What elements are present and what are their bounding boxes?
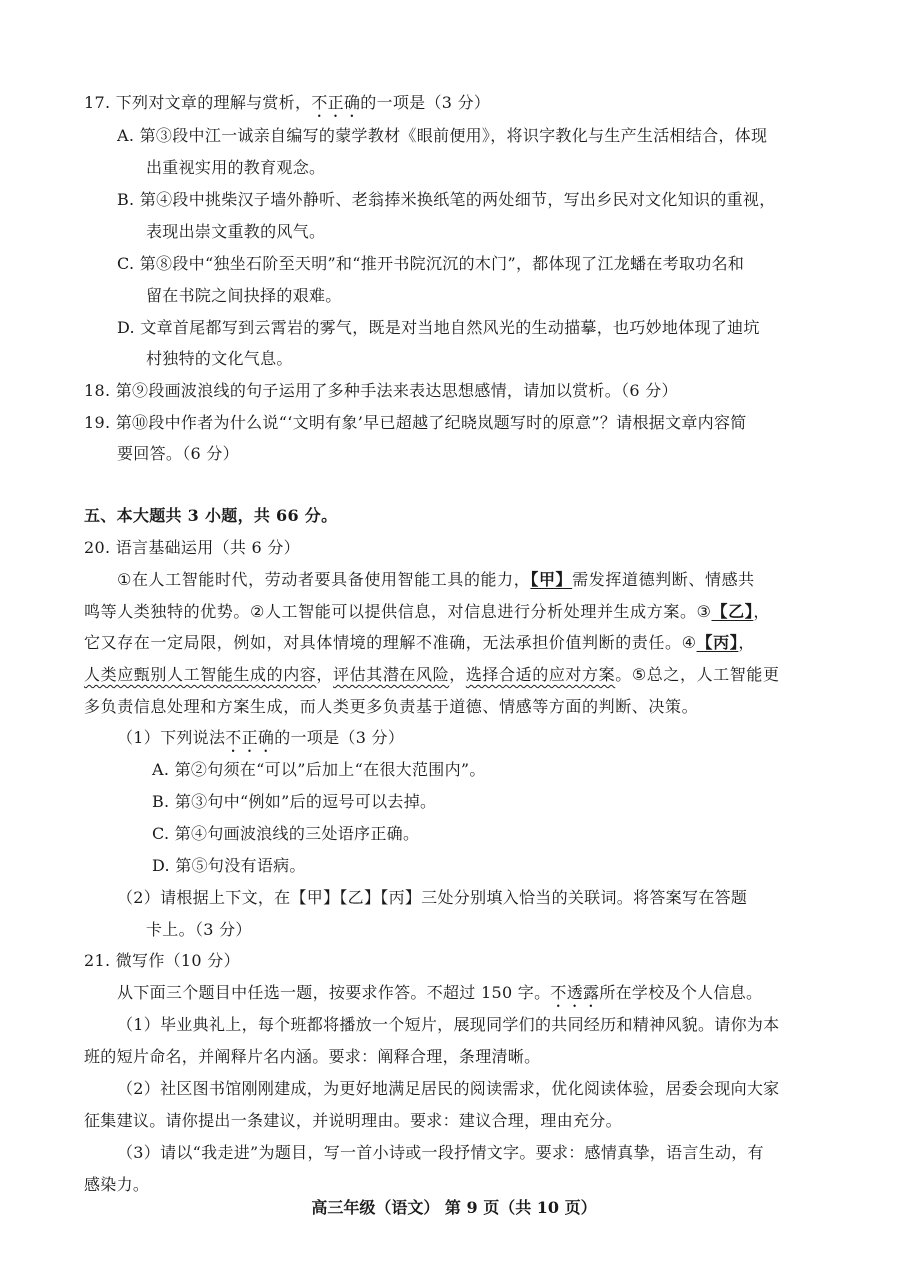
q20-passage-line5: 多负责信息处理和方案生成，而人类更多负责基于道德、情感等方面的判断、决策。 <box>84 697 699 716</box>
page-footer: 高三年级（语文） 第 9 页（共 10 页） <box>311 1198 597 1217</box>
q20-option-b: B. 第③句中“例如”后的逗号可以去掉。 <box>152 792 437 811</box>
q17-stem: 17. 下列对文章的理解与赏析，不正确的一项是（3 分） <box>84 93 491 112</box>
blank-bing: 【丙】 <box>696 633 739 652</box>
section-heading: 五、本大题共 3 小题，共 66 分。 <box>84 506 338 525</box>
wavy-phrase-2: 评估其潜在风险 <box>333 665 450 684</box>
q19-line2: 要回答。（6 分） <box>117 444 239 463</box>
q20-option-a: A. 第②句须在“可以”后加上“在很大范围内”。 <box>152 760 486 779</box>
q17-option-b-line2: 表现出崇文重教的风气。 <box>146 222 326 241</box>
q20-sub1-stem: （1）下列说法不正确的一项是（3 分） <box>117 728 405 747</box>
q17-option-d-line2: 村独特的文化气息。 <box>146 349 293 368</box>
q21-topic1-line2: 班的短片命名，并阐释片名内涵。要求：阐释合理，条理清晰。 <box>84 1047 541 1066</box>
q17-option-c-line1: C. 第⑧段中“独坐石阶至天明”和“推开书院沉沉的木门”，都体现了江龙蟠在考取功名和 <box>117 254 745 273</box>
q19-line1: 19. 第⑩段中作者为什么说“‘文明有象’早已超越了纪晓岚题写时的原意”？请根据文章内容简 <box>84 413 747 432</box>
q17-option-a-line1: A. 第③段中江一诚亲自编写的蒙学教材《眼前便用》，将识字教化与生产生活相结合，体现 <box>117 126 768 145</box>
q17-option-d-line1: D. 文章首尾都写到云霄岩的雾气，既是对当地自然风光的生动描摹，也巧妙地体现了迪坑 <box>117 318 760 337</box>
emphasis-dots: 不透露 <box>550 983 600 1002</box>
q20-passage-line3: 它又存在一定局限，例如，对具体情境的理解不准确，无法承担价值判断的责任。④【丙】， <box>84 633 755 652</box>
emphasis-dots: 不正确 <box>225 728 275 747</box>
blank-yi: 【乙】 <box>711 602 754 621</box>
q21-title: 21. 微写作（10 分） <box>84 951 240 970</box>
q21-topic3-line2: 感染力。 <box>84 1175 150 1194</box>
q21-topic2-line2: 征集建议。请你提出一条建议，并说明理由。要求：建议合理，理由充分。 <box>84 1111 622 1130</box>
q21-intro: 从下面三个题目中任选一题，按要求作答。不超过 150 字。不透露所在学校及个人信息。 <box>117 983 763 1002</box>
emphasis-dots: 不正确 <box>311 93 361 112</box>
q20-passage-line1: ①在人工智能时代，劳动者要具备使用智能工具的能力，【甲】需发挥道德判断、情感共 <box>117 570 755 589</box>
q20-option-d: D. 第⑤句没有语病。 <box>152 856 306 875</box>
wavy-phrase-1: 人类应甄别人工智能生成的内容 <box>84 665 317 684</box>
q20-option-c: C. 第④句画波浪线的三处语序正确。 <box>152 824 420 843</box>
q20-sub2-line1: （2）请根据上下文，在【甲】【乙】【丙】三处分别填入恰当的关联词。将答案写在答题 <box>117 888 748 907</box>
q17-option-c-line2: 留在书院之间抉择的艰难。 <box>146 286 342 305</box>
q20-passage-line4: 人类应甄别人工智能生成的内容，评估其潜在风险，选择合适的应对方案。⑤总之，人工智能更 <box>84 665 780 684</box>
q21-topic2-line1: （2）社区图书馆刚刚建成，为更好地满足居民的阅读需求，优化阅读体验，居委会现向大家 <box>117 1079 780 1098</box>
q18-text: 18. 第⑨段画波浪线的句子运用了多种手法来表达思想感情，请加以赏析。（6 分） <box>84 381 678 400</box>
q21-topic1-line1: （1）毕业典礼上，每个班都将播放一个短片，展现同学们的共同经历和精神风貌。请你为本 <box>117 1015 780 1034</box>
q20-title: 20. 语言基础运用（共 6 分） <box>84 538 300 557</box>
q17-option-a-line2: 出重视实用的教育观念。 <box>146 158 326 177</box>
q21-topic3-line1: （3）请以“我走进”为题目，写一首小诗或一段抒情文字。要求：感情真挚，语言生动，有 <box>117 1143 764 1162</box>
q17-option-b-line1: B. 第④段中挑柴汉子墙外静听、老翁捧米换纸笔的两处细节，写出乡民对文化知识的重视， <box>117 190 776 209</box>
q20-passage-line2: 鸣等人类独特的优势。②人工智能可以提供信息，对信息进行分析处理并生成方案。③【乙】， <box>84 602 770 621</box>
wavy-phrase-3: 选择合适的应对方案 <box>465 665 616 684</box>
blank-jia: 【甲】 <box>530 570 573 589</box>
q20-sub2-line2: 卡上。（3 分） <box>146 920 252 939</box>
